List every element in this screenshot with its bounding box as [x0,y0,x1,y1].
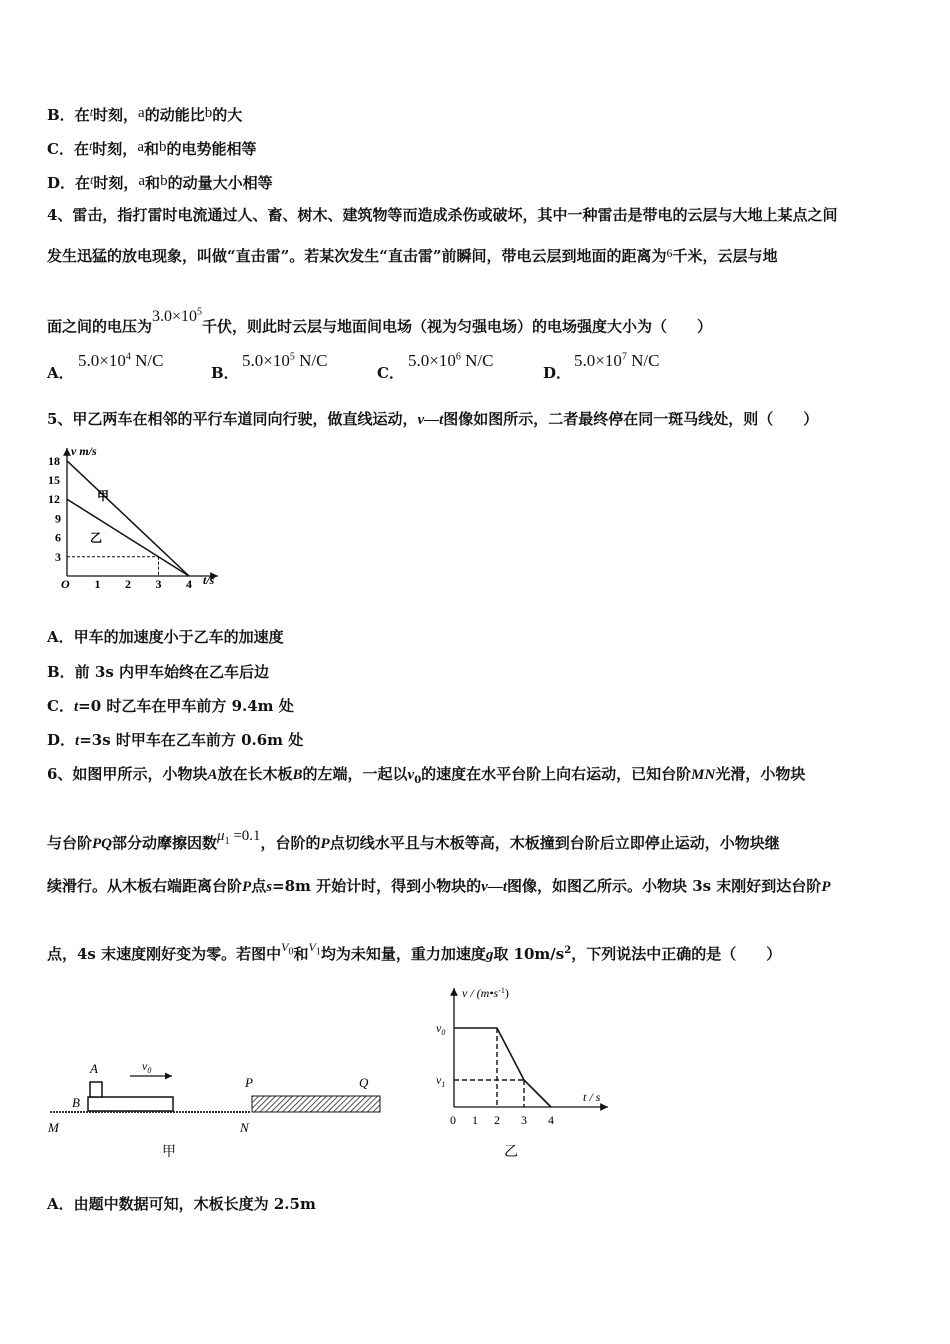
q6-figure-jia [44,1050,389,1162]
yi-vt-curve [454,1028,551,1107]
label-b: B [72,1095,80,1110]
q5-series-yi-label: 乙 [90,531,103,545]
label-v0: $v_0$ [142,1059,152,1075]
q6-stem-line4: 点，4s 末速度刚好变为零。若图中$^{V_0}$和$^{V_1}$均为未知量，重力加速度g取 $10m/s^2$，下列说法中正确的是（ ） [47,940,782,963]
label-m: M [48,1120,59,1135]
q5-ytick-label: 6 [55,530,61,545]
block-a [90,1082,102,1097]
q6-option-a: A．由题中数据可知，木板长度为 2.5m [47,1195,316,1213]
q5-xtick-label: 4 [186,577,192,591]
yi-tick-2: 2 [494,1113,500,1127]
q3-option-c: C．在$^t$时刻，a和b的电势能相等 [47,139,257,158]
yi-xlabel: t / s [583,1090,601,1104]
label-n: N [240,1120,249,1135]
q5-ytick-label: 9 [55,511,61,526]
q5-option-b: B．前 3s 内甲车始终在乙车后边 [47,663,270,681]
board-b [88,1097,173,1111]
q5-series-jia-label: 甲 [97,489,110,503]
q4-option-b-label: B． [211,364,239,382]
q5-xtick-label: 2 [125,577,131,591]
q4-option-b-value: $5.0\times 10^5$ N/C [242,351,328,370]
yi-tick-0: 0 [450,1113,456,1127]
q6-stem-line3: 续滑行。从木板右端距离台阶P点s=8m 开始计时，得到小物块的v—t图像，如图乙所示。小物块 3s 末刚好到达台阶P [47,877,831,895]
q6-stem-line1: 6、如图甲所示，小物块A放在长木板B的左端，一起以$v_0$的速度在水平台阶上向右运动，已知台阶MN光滑，小物块 [47,765,806,786]
caption-yi: 乙 [504,1145,518,1160]
q5-series-line-yi [67,499,189,576]
q4-option-a-value: $5.0\times 10^4$ N/C [78,351,164,370]
yi-v1-label: $v_1$ [436,1073,446,1089]
q4-option-c-value: $5.0\times 10^6$ N/C [408,351,494,370]
q5-stem: 5、甲乙两车在相邻的平行车道同向行驶，做直线运动，v—t图像如图所示，二者最终停在同一斑马线处，则（ ） [47,410,819,428]
label-a: A [90,1061,98,1076]
yi-ylabel: v / $(m•s^{-1})$ [462,986,509,1000]
yi-tick-4: 4 [548,1113,554,1127]
label-q: Q [359,1075,369,1090]
q4-stem-line1: 4、雷击，指打雷时电流通过人、畜、树木、建筑物等而造成杀伤或破坏，其中一种雷击是带电的云层与大地上某点之间 [47,206,838,224]
q3-option-d: D．在$^t$时刻，a和b的动量大小相等 [47,173,273,192]
q6-stem-line2: 与台阶PQ部分动摩擦因数$\mu_1 =0.1$，台阶的P点切线水平且与木板等高，木板撞到台阶后立即停止运动，小物块继 [47,828,780,852]
step-pq [252,1096,380,1112]
q4-option-d-value: $5.0\times 10^7$ N/C [574,351,660,370]
q5-series-line-jia [67,461,189,576]
q4-stem-line2: 发生迅猛的放电现象，叫做“直击雷”。若某次发生“直击雷”前瞬间，带电云层到地面的距离为$^6$千米，云层与地 [47,246,778,265]
q5-ytick-label: 12 [48,492,60,507]
q5-option-d: D．t=3s 时甲车在乙车前方 0.6m 处 [47,731,304,749]
label-p: P [245,1075,253,1090]
yi-v0-label: $v_0$ [436,1021,446,1037]
q6-figure-yi [430,980,620,1160]
q4-option-c-label: C． [377,364,404,382]
q5-ylabel: v m/s [71,444,97,458]
q4-option-a-label: A． [47,364,74,382]
q5-xtick-label: 3 [155,577,162,591]
q4-stem-line3: 面之间的电压为$3.0\times 10^5$千伏，则此时云层与地面间电场（视为匀强电场）的电场强度大小为（ ） [47,307,713,336]
yi-tick-3: 3 [521,1113,527,1127]
q5-ytick-label: 3 [55,549,61,564]
q5-option-c: C．t=0 时乙车在甲车前方 9.4m 处 [47,697,294,715]
q5-vt-chart [40,440,230,595]
q4-option-d-label: D． [543,364,572,382]
q5-xlabel: t/s [203,573,215,587]
caption-jia: 甲 [162,1145,176,1160]
q5-option-a: A．甲车的加速度小于乙车的加速度 [47,628,284,646]
q5-xtick-label: 1 [94,577,101,591]
yi-tick-1: 1 [472,1113,478,1127]
q5-ytick-label: 18 [48,453,60,468]
q5-origin: O [61,577,70,591]
q5-ytick-label: 15 [48,473,60,487]
q3-option-b: B．在$^t$时刻，a的动能比b的大 [47,105,243,124]
